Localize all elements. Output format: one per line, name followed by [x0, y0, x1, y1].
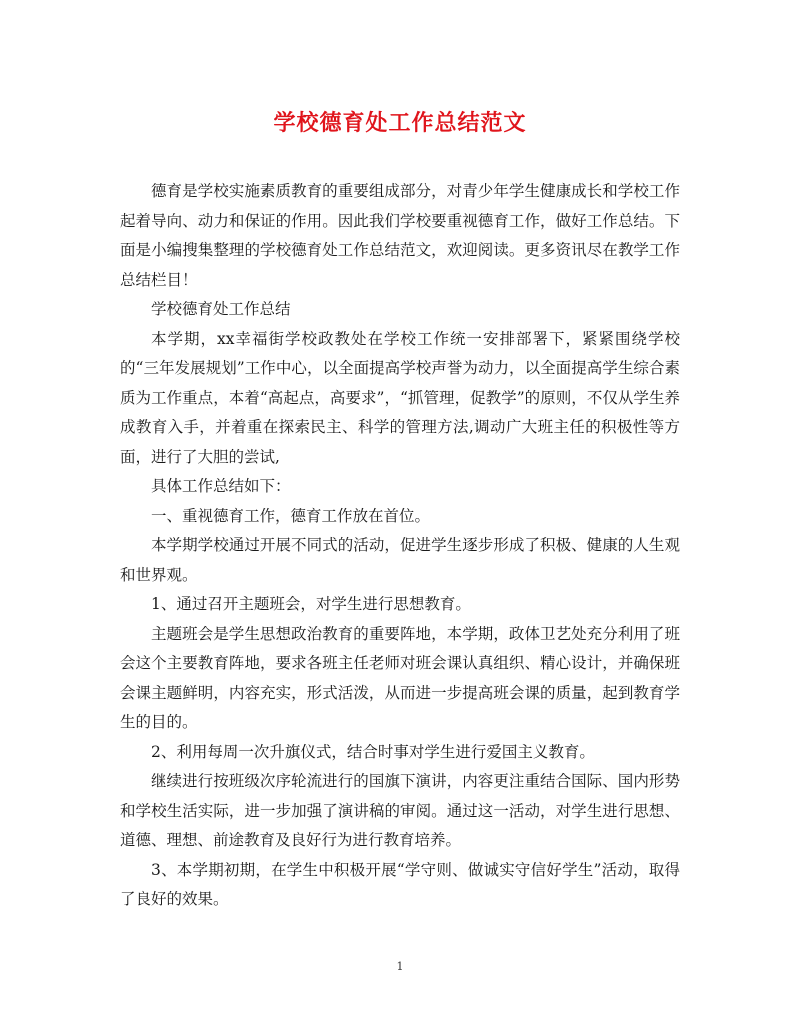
heading-section-1: 一、重视德育工作，德育工作放在首位。 [151, 506, 431, 525]
heading-item-2: 2、利用每周一次升旗仪式，结合时事对学生进行爱国主义教育。 [151, 742, 595, 761]
document-body [120, 177, 680, 915]
document-title: 学校德育处工作总结范文 [273, 111, 527, 136]
paragraph-section-1: 本学期学校通过开展不同式的活动，促进学生逐步形成了积极、健康的人生观和世界观。 [120, 536, 680, 584]
paragraph-subtitle: 学校德育处工作总结 [151, 300, 291, 318]
paragraph-item-2: 继续进行按班级次序轮流进行的国旗下演讲，内容更注重结合国际、国内形势和学校生活实际，进一步加强了演讲稿的审阅。通过这一活动，对学生进行思想、道德、理想、前途教育及良好行为进行教育培养。 [120, 772, 680, 849]
paragraph-summary-lead: 具体工作总结如下： [151, 477, 291, 495]
heading-item-1: 1、通过召开主题班会，对学生进行思想教育。 [151, 595, 471, 613]
paragraph-overview: 本学期，xx幸福街学校政教处在学校工作统一安排部署下，紧紧围绕学校的“三年发展规划”工作中心，以全面提高学校声誉为动力，以全面提高学生综合素质为工作重点，本着“高起点，高要求”，“抓管理，促教学”的原则，不仅从学生养成教育入手，并着重在探索民主、科学的管理方法,调动广大班主任的积极性等方面，进行了大胆的尝试, [120, 329, 680, 466]
paragraph-intro: 德育是学校实施素质教育的重要组成部分，对青少年学生健康成长和学校工作起着导向、动力和保证的作用。因此我们学校要重视德育工作，做好工作总结。下面是小编搜集整理的学校德育处工作总结范文，欢迎阅读。更多资讯尽在教学工作总结栏目！ [120, 182, 680, 289]
heading-item-3: 3、本学期初期，在学生中积极开展“学守则、做诚实守信好学生”活动，取得了良好的效果。 [120, 860, 680, 908]
paragraph-item-1: 主题班会是学生思想政治教育的重要阵地，本学期，政体卫艺处充分利用了班会这个主要教育阵地，要求各班主任老师对班会课认真组织、精心设计，并确保班会课主题鲜明，内容充实，形式活泼，从而进一步提高班会课的质量，起到教育学生的目的。 [120, 624, 680, 731]
page-number: 1 [396, 960, 404, 973]
